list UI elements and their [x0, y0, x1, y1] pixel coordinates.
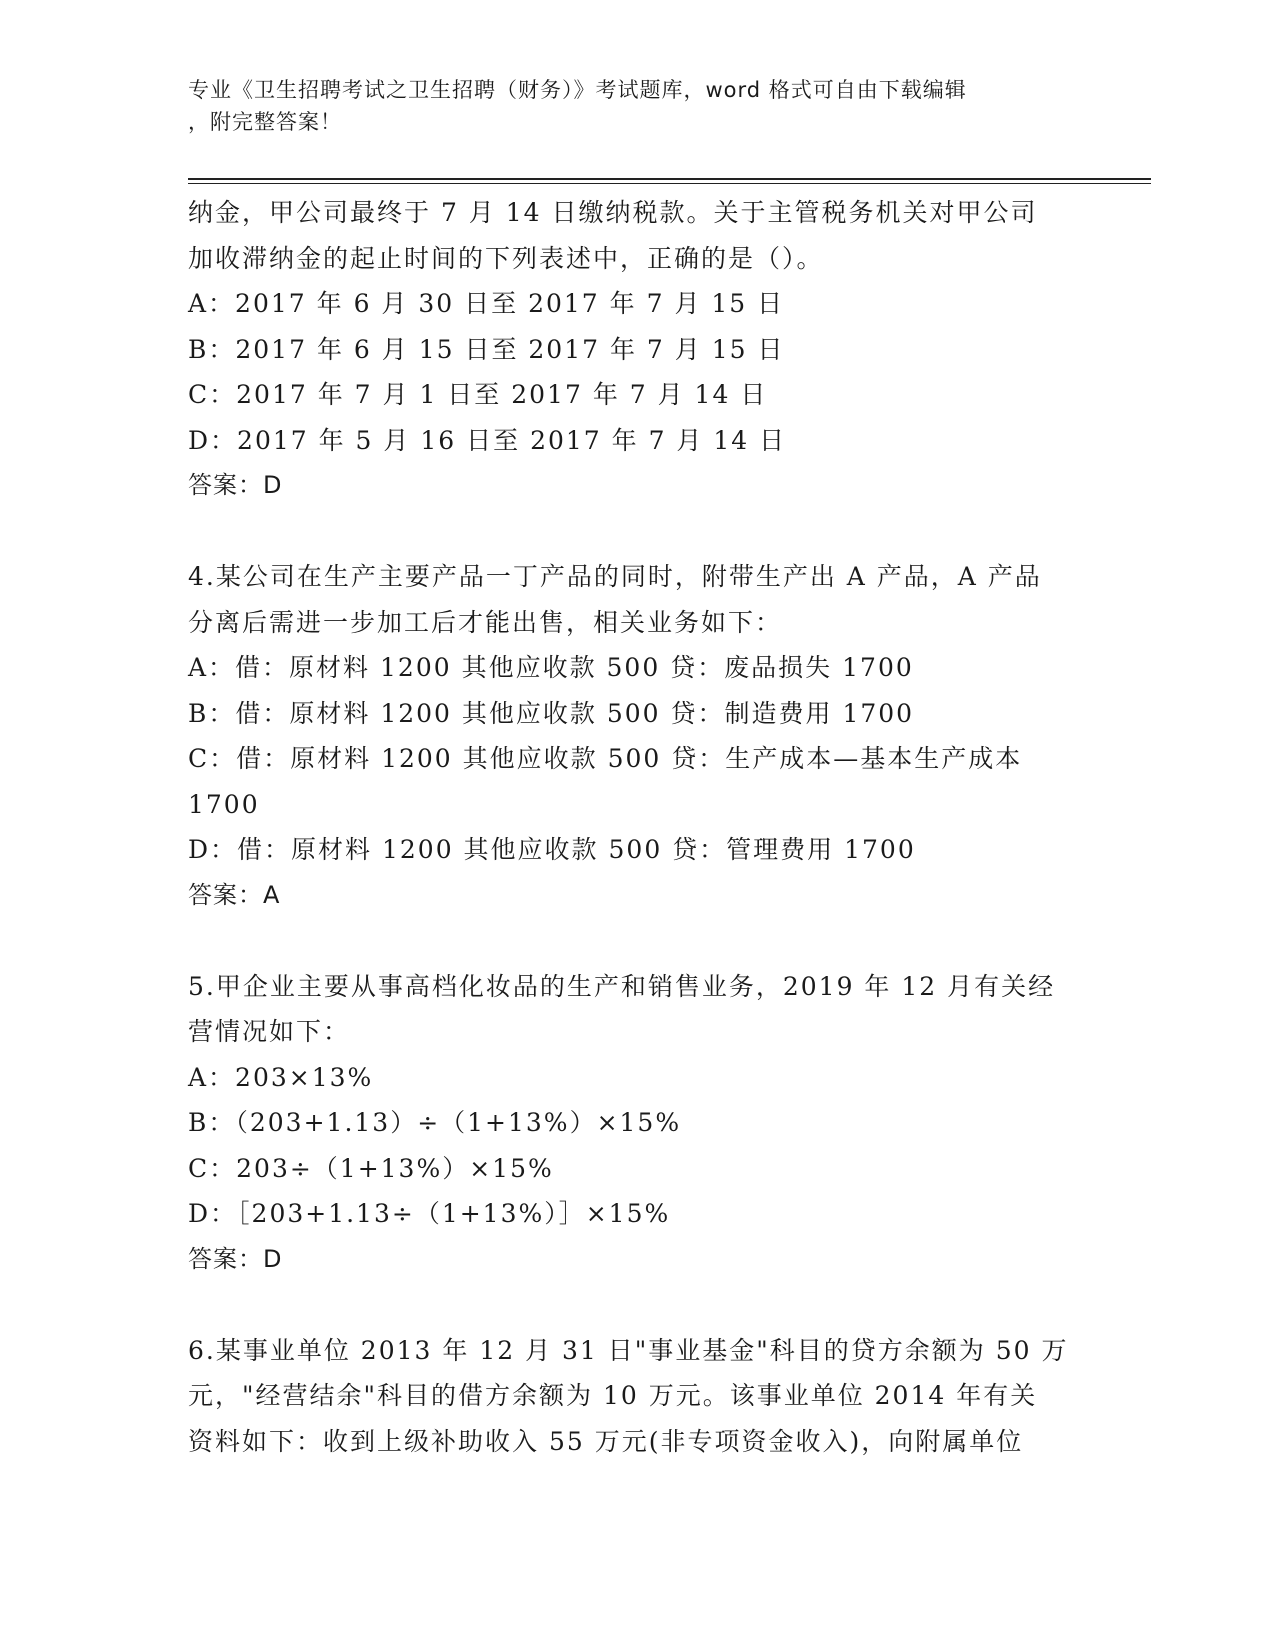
document-header [188, 74, 1088, 138]
option-c: C：借：原材料 1200 其他应收款 500 贷：生产成本—基本生产成本 [188, 744, 1023, 773]
spacer [188, 918, 1088, 964]
question-stem-line: 6.某事业单位 2013 年 12 月 31 日"事业基金"科目的贷方余额为 50 万 [188, 1335, 1069, 1365]
option-b: B：（203+1.13）÷（1+13%）×15% [188, 1108, 682, 1137]
spacer [188, 1282, 1088, 1328]
answer-line: 答案：A [188, 880, 281, 909]
question-stem-line: 纳金，甲公司最终于 7 月 14 日缴纳税款。关于主管税务机关对甲公司 [188, 198, 1038, 227]
option-c-continued: 1700 [188, 789, 260, 819]
question-stem-line: 分离后需进一步加工后才能出售，相关业务如下： [188, 607, 783, 637]
header-line-2: ，附完整答案！ [188, 110, 342, 134]
header-divider-thick [188, 178, 1151, 180]
option-d: D：［203+1.13÷（1+13%）］×15% [188, 1199, 671, 1228]
question-5 [188, 964, 1088, 1283]
question-stem-line: 元，"经营结余"科目的借方余额为 10 万元。该事业单位 2014 年有关 [188, 1381, 1038, 1410]
question-stem-line: 4.某公司在生产主要产品一丁产品的同时，附带生产出 A 产品，A 产品 [188, 562, 1042, 591]
question-stem-line: 加收滞纳金的起止时间的下列表述中，正确的是（）。 [188, 243, 824, 273]
option-a: A：借：原材料 1200 其他应收款 500 贷：废品损失 1700 [188, 653, 914, 682]
option-a: A：203×13% [188, 1062, 374, 1092]
question-3 [188, 190, 1088, 509]
option-a: A：2017 年 6 月 30 日至 2017 年 7 月 15 日 [188, 289, 785, 318]
question-stem-line: 营情况如下： [188, 1017, 351, 1046]
document-body [188, 190, 1088, 1464]
question-4 [188, 554, 1088, 918]
answer-line: 答案：D [188, 471, 283, 499]
option-c: C：203÷（1+13%）×15% [188, 1153, 554, 1183]
question-stem-line: 5.甲企业主要从事高档化妆品的生产和销售业务，2019 年 12 月有关经 [188, 971, 1056, 1001]
question-6 [188, 1328, 1088, 1465]
option-d: D：2017 年 5 月 16 日至 2017 年 7 月 14 日 [188, 425, 787, 455]
option-c: C：2017 年 7 月 1 日至 2017 年 7 月 14 日 [188, 380, 768, 409]
question-stem-line: 资料如下：收到上级补助收入 55 万元(非专项资金收入)，向附属单位 [188, 1426, 1024, 1456]
spacer [188, 509, 1088, 555]
answer-line: 答案：D [188, 1244, 283, 1273]
option-b: B：2017 年 6 月 15 日至 2017 年 7 月 15 日 [188, 334, 785, 364]
option-b: B：借：原材料 1200 其他应收款 500 贷：制造费用 1700 [188, 698, 915, 728]
header-divider-thin [188, 183, 1151, 184]
header-line-1: 专业《卫生招聘考试之卫生招聘（财务）》考试题库，word 格式可自由下载编辑 [188, 78, 967, 102]
option-d: D：借：原材料 1200 其他应收款 500 贷：管理费用 1700 [188, 835, 916, 864]
